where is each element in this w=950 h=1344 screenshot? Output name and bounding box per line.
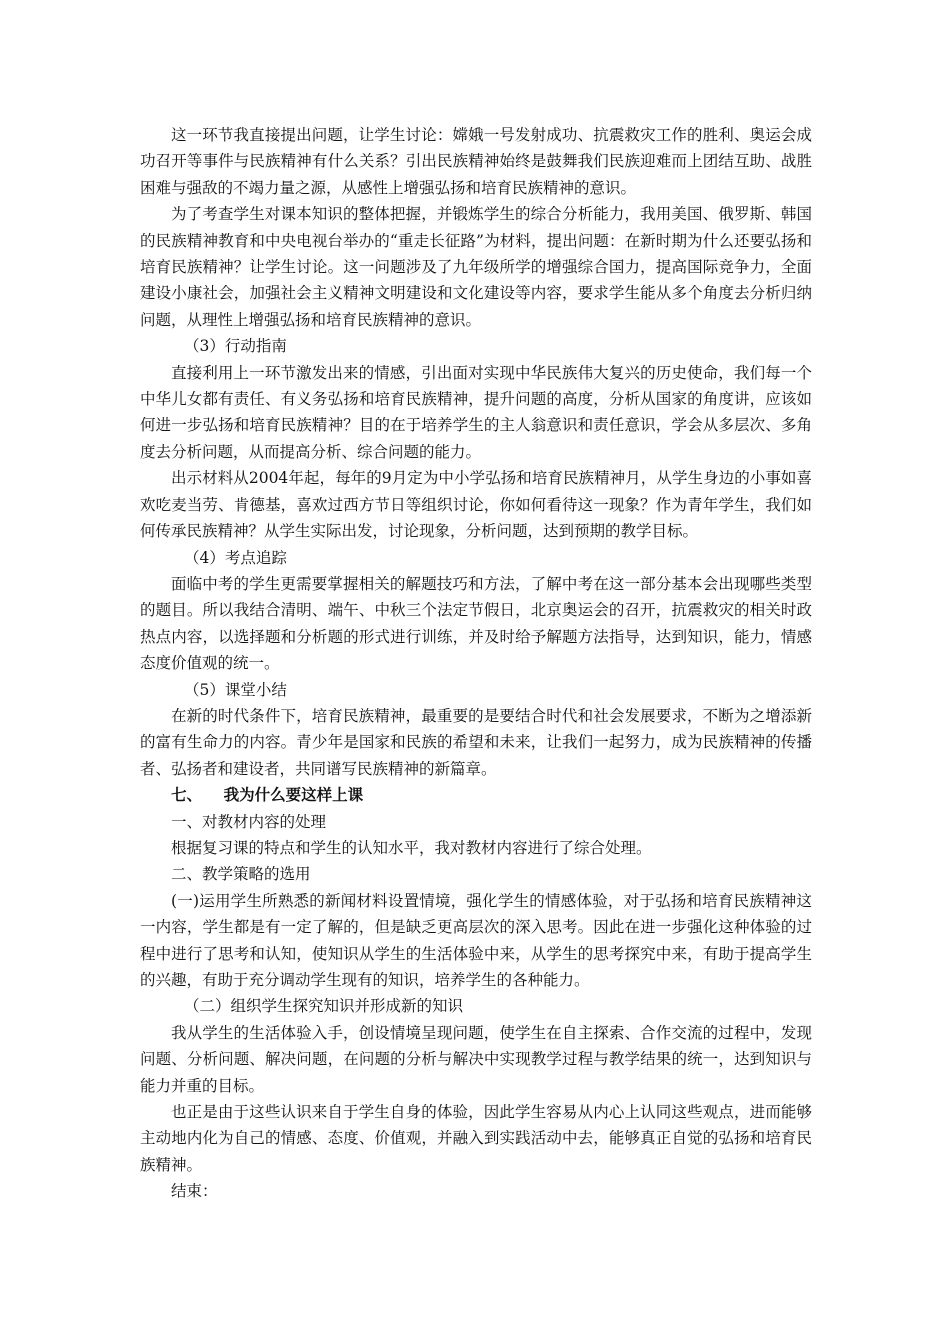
paragraph-strategy-one: (一)运用学生所熟悉的新闻材料设置情境，强化学生的情感体验，对于弘扬和培育民族精神这一内容，学生都是有一定了解的，但是缺乏更高层次的深入思考。因此在进一步强化这种体验的过程中进行了思考和认知，使知识从学生的生活体验中来，从学生的思考探究中来，有助于提高学生的兴趣，有助于充分调动学生现有的知识，培养学生的各种能力。 [140, 891, 812, 989]
subheading-strategy-two: （二）组织学生探究知识并形成新的知识 [184, 997, 464, 1016]
subheading-action-guide: （3）行动指南 [184, 337, 287, 356]
paragraph-discussion-intro: 这一环节我直接提出问题，让学生讨论：嫦娥一号发射成功、抗震救灾工作的胜利、奥运会成功召开等事件与民族精神有什么关系？引出民族精神始终是鼓舞我们民族迎难而上团结互助、战胜困难与强敌的不竭力量之源，从感性上增强弘扬和培育民族精神的意识。 [140, 126, 812, 197]
paragraph-exam-tracking: 面临中考的学生更需要掌握相关的解题技巧和方法，了解中考在这一部分基本会出现哪些类型的题目。所以我结合清明、端午、中秋三个法定节假日，北京奥运会的召开，抗震救灾的相关时政热点内容，以选择题和分析题的形式进行训练，并及时给予解题方法指导，达到知识，能力，情感态度价值观的统一。 [140, 574, 812, 673]
paragraph-ending: 结束： [171, 1182, 218, 1201]
paragraph-material-2004: 出示材料从2004年起，每年的9月定为中小学弘扬和培育民族精神月，从学生身边的小事如喜欢吃麦当劳、肯德基，喜欢过西方节日等组织讨论，你如何看待这一现象？作为青年学生，我们如何传承民族精神？从学生实际出发，讨论现象，分析问题，达到预期的教学目标。 [140, 469, 812, 541]
paragraph-analysis-ability: 为了考查学生对课本知识的整体把握，并锻炼学生的综合分析能力，我用美国、俄罗斯、韩国的民族精神教育和中央电视台举办的“重走长征路”为材料，提出问题：在新时期为什么还要弘扬和培育民族精神？让学生讨论。这一问题涉及了九年级所学的增强综合国力，提高国际竞争力，全面建设小康社会，加强社会主义精神文明建设和文化建设等内容，要求学生能从多个角度去分析归纳问题，从理性上增强弘扬和培育民族精神的意识。 [140, 205, 812, 329]
paragraph-internalize: 也正是由于这些认识来自于学生自身的体验，因此学生容易从内心上认同这些观点，进而能够主动地内化为自己的情感、态度、价值观，并融入到实践活动中去，能够真正自觉的弘扬和培育民族精神。 [140, 1103, 812, 1174]
document-page [140, 122, 812, 1205]
paragraph-class-summary: 在新的时代条件下，培育民族精神，最重要的是要结合时代和社会发展要求，不断为之增添新的富有生命力的内容。青少年是国家和民族的希望和未来，让我们一起努力，成为民族精神的传播者、弘扬者和建设者，共同谱写民族精神的新篇章。 [140, 706, 812, 778]
paragraph-strategy-two: 我从学生的生活体验入手，创设情境呈现问题，使学生在自主探索、合作交流的过程中，发现问题、分析问题、解决问题，在问题的分析与解决中实现教学过程与教学结果的统一，达到知识与能力并重的目标。 [140, 1023, 812, 1095]
subheading-exam-tracking: （4）考点追踪 [184, 548, 287, 567]
item-teaching-strategy: 二、教学策略的选用 [171, 865, 311, 884]
section-heading-why: 七、 我为什么要这样上课 [171, 785, 364, 805]
paragraph-action-guide: 直接利用上一环节激发出来的情感，引出面对实现中华民族伟大复兴的历史使命，我们每一个中华儿女都有责任、有义务弘扬和培育民族精神，提升问题的高度，分析从国家的角度讲，应该如何进一步弘扬和培育民族精神？目的在于培养学生的主人翁意识和责任意识，学会从多层次、多角度去分析问题，从而提高分析、综合问题的能力。 [140, 363, 812, 461]
item-textbook-handling: 一、对教材内容的处理 [171, 812, 327, 831]
subheading-class-summary: （5）课堂小结 [184, 680, 287, 699]
paragraph-textbook-handling: 根据复习课的特点和学生的认知水平，我对教材内容进行了综合处理。 [171, 838, 652, 857]
